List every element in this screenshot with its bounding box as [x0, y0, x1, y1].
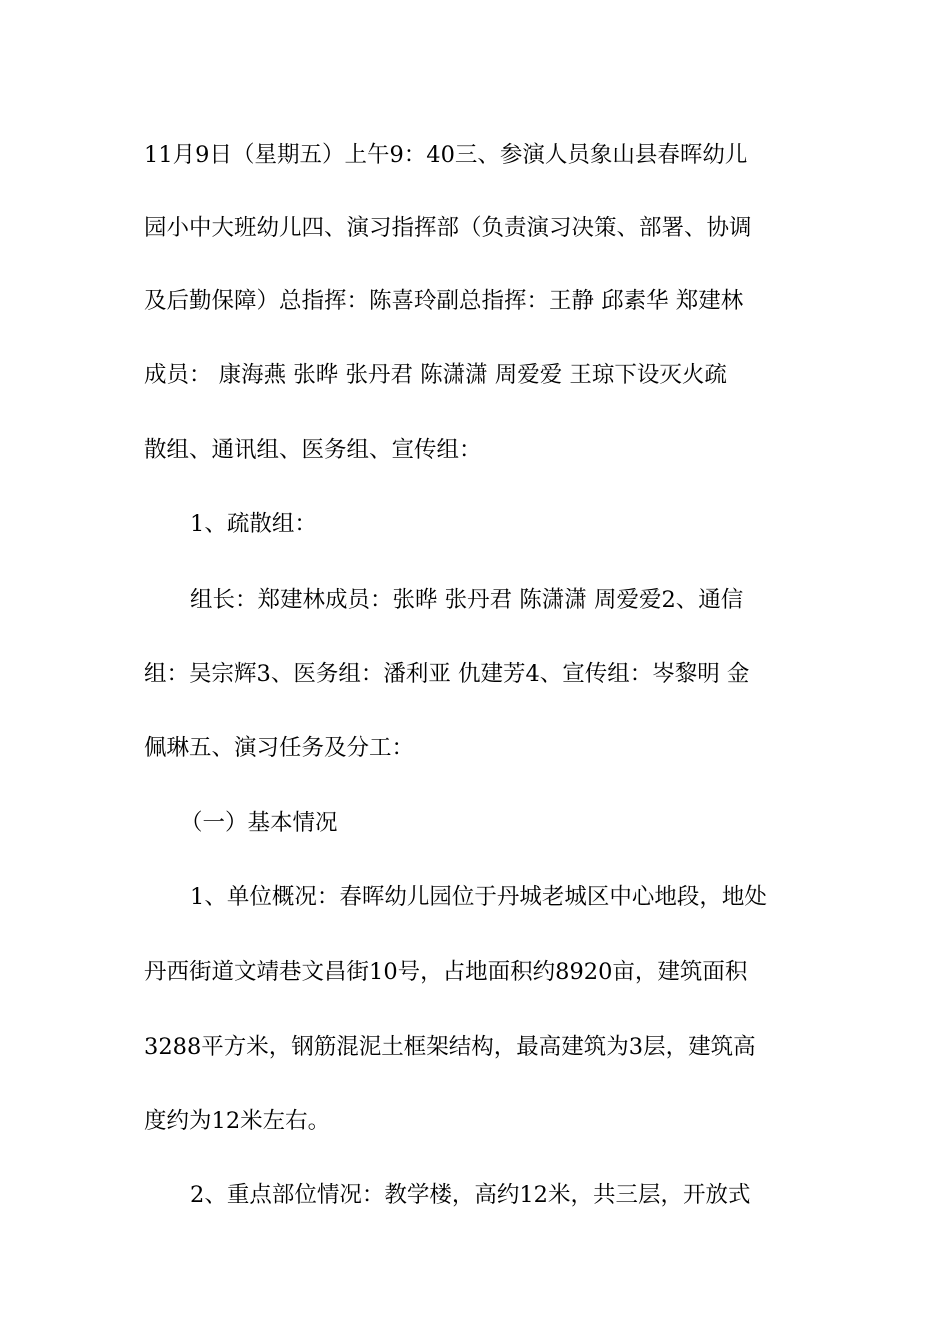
- text-line-8: 组：吴宗辉3、医务组：潘利亚 仇建芳4、宣传组：岑黎明 金: [144, 661, 750, 687]
- text-line-14: 度约为12米左右。: [144, 1108, 331, 1134]
- text-line-11: 1、单位概况：春晖幼儿园位于丹城老城区中心地段，地处: [190, 884, 767, 910]
- text-line-1: 11月9日（星期五）上午9：40三、参演人员象山县春晖幼儿: [144, 142, 748, 168]
- text-line-7: 组长：郑建林成员：张晔 张丹君 陈潇潇 周爱爱2、通信: [190, 587, 744, 613]
- text-line-13: 3288平方米，钢筋混泥土框架结构，最高建筑为3层，建筑高: [144, 1034, 756, 1060]
- text-line-9: 佩琳五、演习任务及分工：: [144, 735, 415, 761]
- text-line-12: 丹西街道文靖巷文昌街10号，占地面积约8920亩，建筑面积: [144, 959, 748, 985]
- text-line-15: 2、重点部位情况：教学楼，高约12米，共三层，开放式: [190, 1182, 751, 1208]
- text-line-6: 1、疏散组：: [190, 511, 317, 537]
- text-line-4: 成员： 康海燕 张晔 张丹君 陈潇潇 周爱爱 王琼下设灭火疏: [144, 362, 727, 388]
- text-line-3: 及后勤保障）总指挥：陈喜玲副总指挥：王静 邱素华 郑建林: [144, 288, 744, 314]
- text-line-5: 散组、通讯组、医务组、宣传组：: [144, 437, 482, 463]
- text-line-2: 园小中大班幼儿四、演习指挥部（负责演习决策、部署、协调: [144, 215, 752, 241]
- section-heading: （一）基本情况: [180, 810, 338, 836]
